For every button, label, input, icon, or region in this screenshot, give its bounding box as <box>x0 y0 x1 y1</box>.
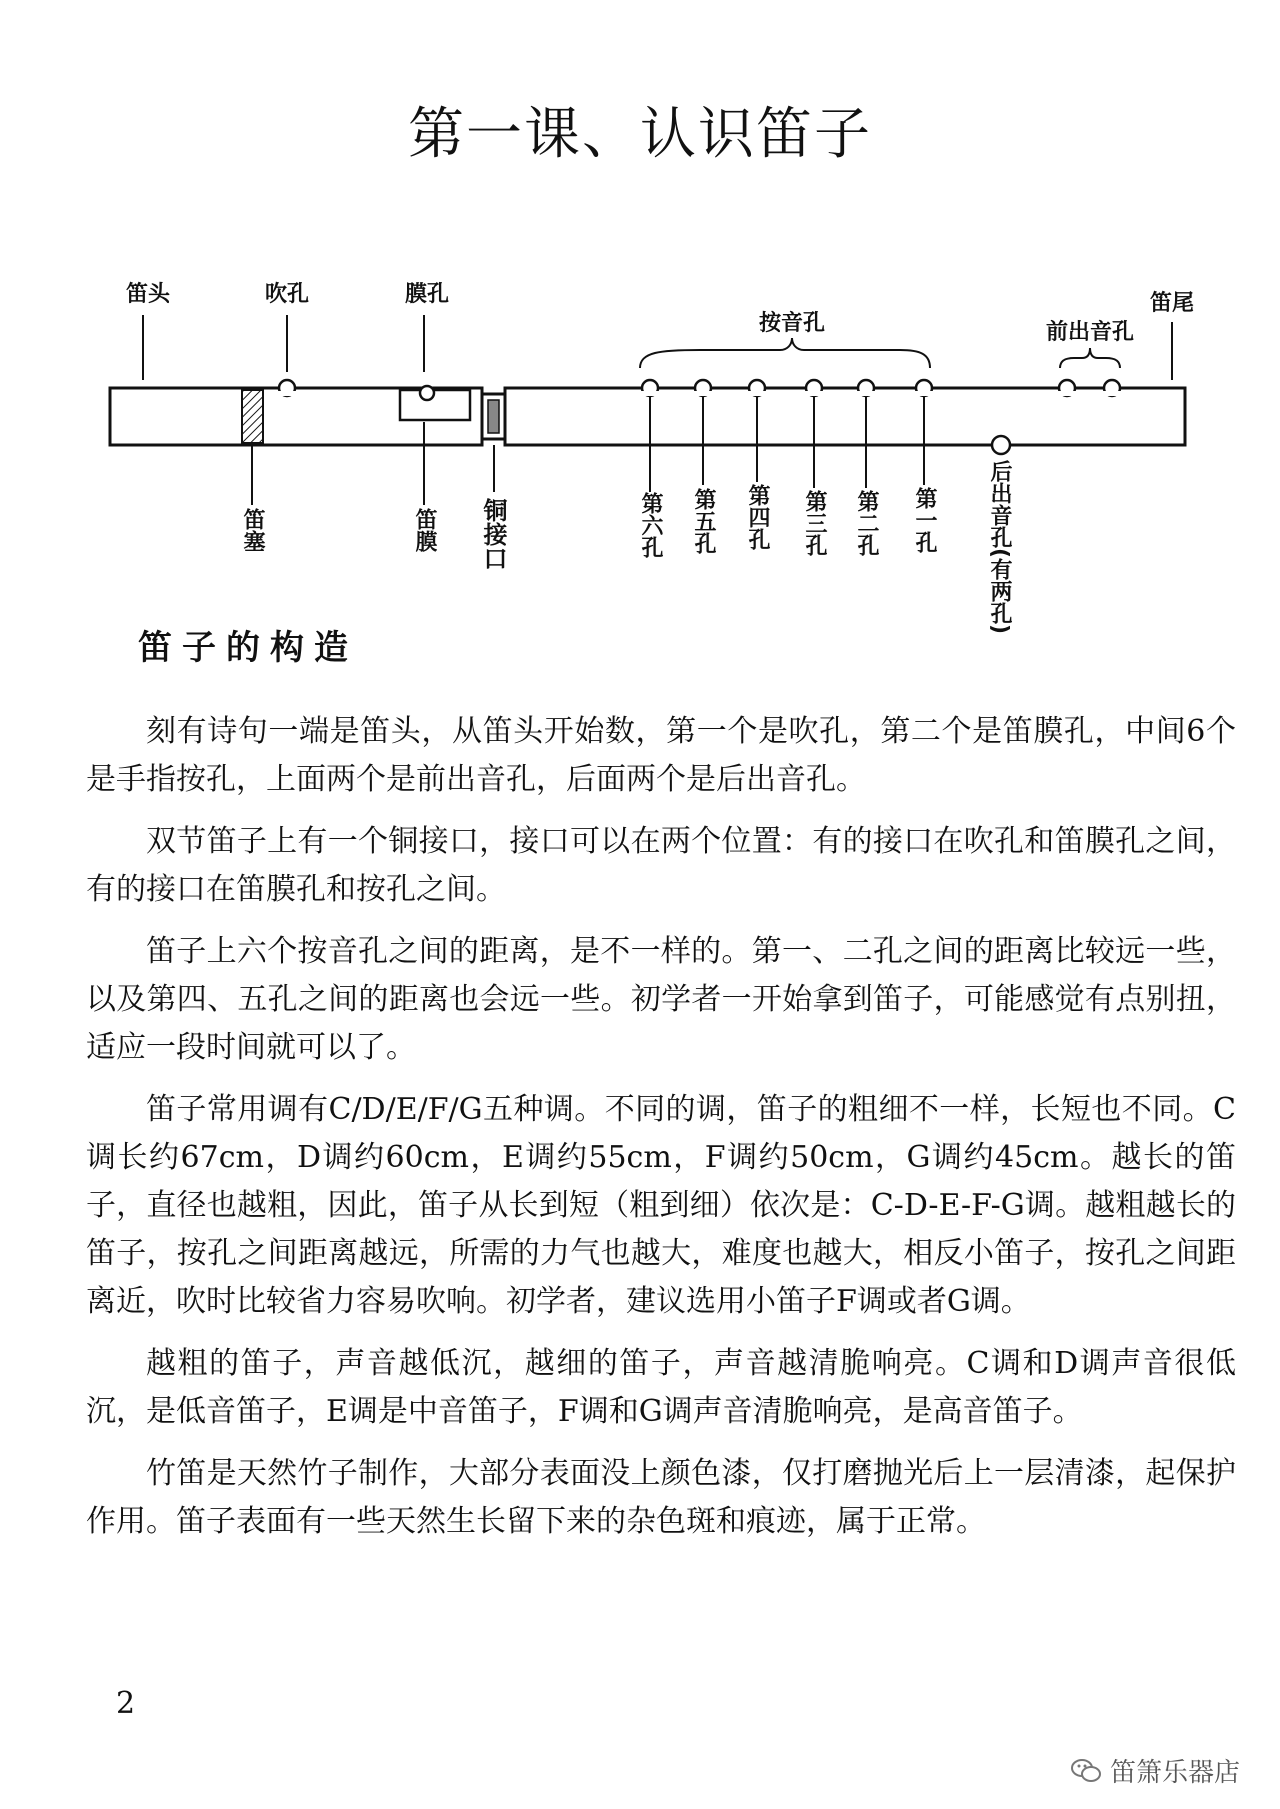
page-title: 第一课、认识笛子 <box>408 102 872 167</box>
label-membrane-hole: 膜孔 <box>404 282 450 307</box>
label-tail: 笛尾 <box>1149 291 1195 316</box>
brace-front-sound-holes <box>1060 348 1120 368</box>
label-finger-holes: 按音孔 <box>758 311 826 336</box>
watermark <box>1070 1752 1240 1789</box>
label-hole-2: 第二孔 <box>854 490 879 556</box>
paragraph: 刻有诗句一端是笛头，从笛头开始数，第一个是吹孔，第二个是笛膜孔，中间6个是手指按孔，上面两个是前出音孔，后面两个是后出音孔。 <box>86 714 1236 797</box>
wechat-icon <box>1070 1757 1102 1785</box>
paragraph: 笛子上六个按音孔之间的距离，是不一样的。第一、二孔之间的距离比较远一些，以及第四、五孔之间的距离也会远一些。初学者一开始拿到笛子，可能感觉有点别扭，适应一段时间就可以了。 <box>86 934 1236 1065</box>
label-front-sound-holes: 前出音孔 <box>1045 320 1135 345</box>
label-hole-1: 第一孔 <box>912 487 937 553</box>
flute-right-segment <box>505 388 1185 445</box>
label-back-sound-holes: 后出音孔(有两孔) <box>987 460 1012 635</box>
label-copper-joint: 铜接口 <box>479 498 507 570</box>
body-text <box>86 708 1236 1560</box>
paragraph: 越粗的笛子，声音越低沉，越细的笛子，声音越清脆响亮。C调和D调声音很低沉，是低音笛子，E调是中音笛子，F调和G调声音清脆响亮，是高音笛子。 <box>86 1346 1236 1429</box>
membrane-hole-mark <box>420 386 434 400</box>
copper-joint-inner <box>488 400 499 433</box>
watermark-text: 笛箫乐器店 <box>1109 1758 1240 1788</box>
label-membrane: 笛膜 <box>412 508 437 552</box>
back-sound-hole-mark <box>992 436 1010 454</box>
label-hole-5: 第五孔 <box>691 488 716 554</box>
page-number: 2 <box>116 1686 136 1721</box>
label-hole-4: 第四孔 <box>745 484 770 550</box>
label-plug: 笛塞 <box>240 508 265 552</box>
label-head: 笛头 <box>125 282 171 307</box>
label-hole-6: 第六孔 <box>638 492 663 558</box>
plug-hatched <box>242 390 263 443</box>
flute-structure-diagram <box>0 260 1280 680</box>
label-blow-hole: 吹孔 <box>264 282 310 307</box>
label-hole-3: 第三孔 <box>802 490 827 556</box>
paragraph: 双节笛子上有一个铜接口，接口可以在两个位置：有的接口在吹孔和笛膜孔之间，有的接口在笛膜孔和按孔之间。 <box>86 824 1236 907</box>
paragraph: 竹笛是天然竹子制作，大部分表面没上颜色漆，仅打磨抛光后上一层清漆，起保护作用。笛子表面有一些天然生长留下来的杂色斑和痕迹，属于正常。 <box>86 1456 1236 1539</box>
brace-finger-holes <box>640 338 930 368</box>
paragraph: 笛子常用调有C/D/E/F/G五种调。不同的调，笛子的粗细不一样，长短也不同。C调长约67cm，D调约60cm，E调约55cm，F调约50cm，G调约45cm。越长的笛子，直径也越粗，因此，笛子从长到短（粗到细）依次是：C-D-E-F-G调。越粗越长的笛子，按孔之间距离越远，所需的力气也越大，难度也越大，相反小笛子，按孔之间距离近，吹时比较省力容易吹响。初学者，建议选用小笛子F调或者G调。 <box>86 1092 1236 1319</box>
diagram-caption: 笛子的构造 <box>138 628 358 668</box>
